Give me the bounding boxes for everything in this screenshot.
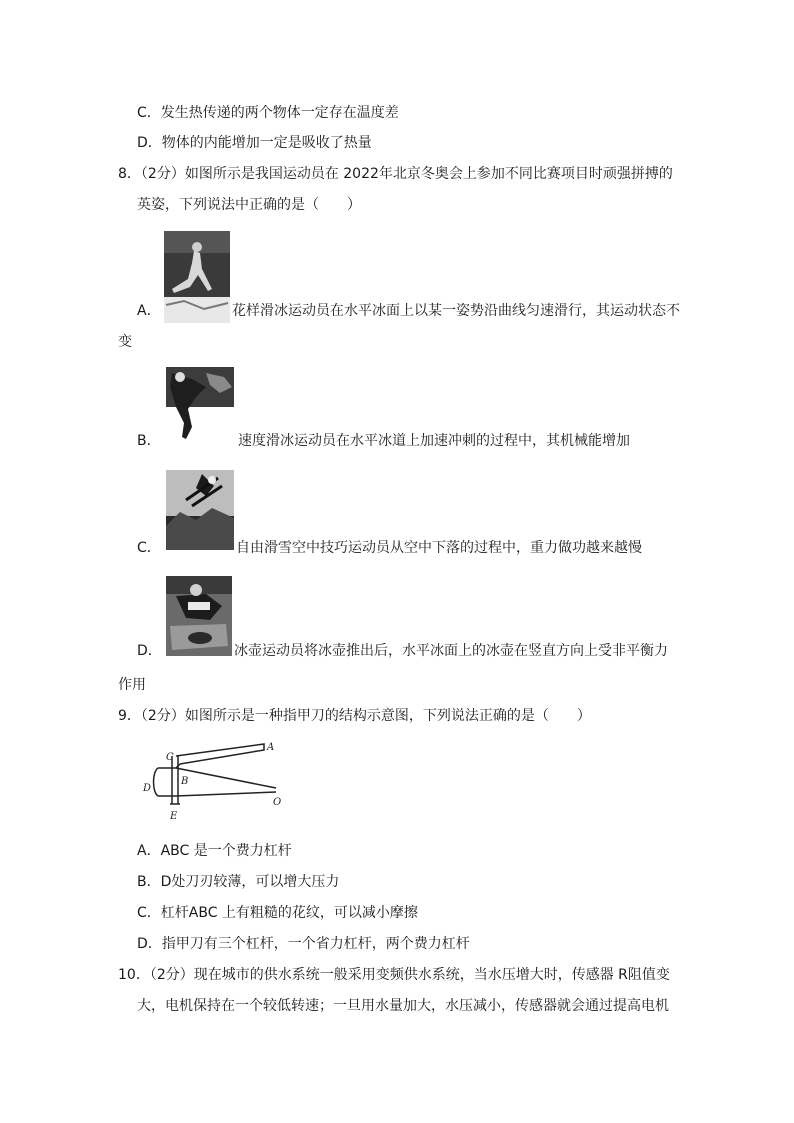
q8-option-c-text: 自由滑雪空中技巧运动员从空中下落的过程中，重力做功越来越慢 bbox=[236, 540, 642, 556]
prev-option-d: D．物体的内能增加一定是吸收了热量 bbox=[137, 135, 372, 151]
q8-option-d-label: D． bbox=[137, 643, 162, 659]
q10-stem-line2: 大，电机保持在一个较低转速；一旦用水量加大，水压减小，传感器就会通过提高电机 bbox=[137, 998, 669, 1014]
q8-option-a-text: 花样滑冰运动员在水平冰面上以某一姿势沿曲线匀速滑行，其运动状态不 bbox=[232, 303, 680, 319]
prev-option-c: C．发生热传递的两个物体一定存在温度差 bbox=[137, 105, 399, 121]
q9-stem: 9．（2分）如图所示是一种指甲刀的结构示意图，下列说法正确的是（ ） bbox=[118, 708, 591, 724]
figure-skater-photo bbox=[164, 231, 230, 323]
q8-option-c-label: C． bbox=[137, 540, 161, 556]
q8-option-b-label: B． bbox=[137, 433, 161, 449]
q8-option-d-text: 冰壶运动员将冰壶推出后，水平冰面上的冰壶在竖直方向上受非平衡力 bbox=[234, 643, 668, 659]
label-b: B bbox=[181, 776, 189, 787]
q9-option-b: B．D处刀刃较薄，可以增大压力 bbox=[137, 874, 340, 890]
q8-option-a-label: A． bbox=[137, 303, 161, 319]
q8-option-d-continuation: 作用 bbox=[118, 677, 146, 693]
q9-option-d: D．指甲刀有三个杠杆，一个省力杠杆，两个费力杠杆 bbox=[137, 936, 470, 952]
q10-stem-line1: 10．（2分）现在城市的供水系统一般采用变频供水系统，当水压增大时，传感器 R阻值变 bbox=[118, 967, 670, 983]
q8-stem-line2: 英姿，下列说法中正确的是（ ） bbox=[137, 197, 361, 213]
nail-clipper-diagram bbox=[140, 738, 290, 824]
curling-photo bbox=[166, 576, 232, 656]
q9-option-c: C．杠杆ABC 上有粗糙的花纹，可以减小摩擦 bbox=[137, 905, 418, 921]
q9-option-a: A．ABC 是一个费力杠杆 bbox=[137, 843, 292, 859]
label-a: A bbox=[267, 742, 275, 753]
q8-option-a-continuation: 变 bbox=[118, 334, 132, 350]
label-e: E bbox=[170, 811, 178, 822]
label-d: D bbox=[143, 783, 152, 794]
speed-skater-photo bbox=[166, 367, 234, 443]
aerial-skier-photo bbox=[166, 470, 234, 550]
label-c: C bbox=[166, 752, 174, 763]
q8-option-b-text: 速度滑冰运动员在水平冰道上加速冲刺的过程中，其机械能增加 bbox=[238, 433, 630, 449]
label-o: O bbox=[273, 797, 282, 808]
q8-stem-line1: 8．（2分）如图所示是我国运动员在 2022年北京冬奥会上参加不同比赛项目时顽强拼搏的 bbox=[118, 166, 673, 182]
